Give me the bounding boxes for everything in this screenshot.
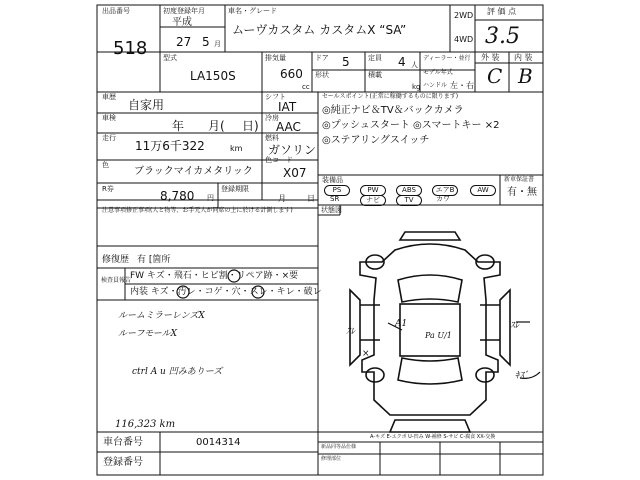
mileage: 11万6千322 — [135, 139, 205, 153]
reg-month-unit: 月 — [214, 40, 221, 48]
doors: 5 — [342, 55, 350, 69]
inspect-day: 日) — [242, 119, 259, 133]
fuel-label: 燃料 — [265, 134, 279, 142]
chassis-label: 車台番号 — [103, 437, 143, 448]
mark-x: × — [362, 349, 370, 359]
ext-label: 外 装 — [481, 53, 500, 62]
mark-kizu: ｷｽﾞ — [515, 371, 529, 381]
hand-note-mileage: 116,323 km — [115, 419, 176, 430]
mileage-unit: km — [230, 144, 243, 153]
check-row1: FW キズ・飛石・ヒビ割・リペア跡・×要 — [130, 271, 299, 281]
disp-label: 排気量 — [265, 54, 286, 62]
inspect-label: 車検 — [102, 114, 116, 122]
recycle-label: R券 — [102, 185, 114, 193]
int-grade: B — [518, 64, 533, 88]
seats-unit: 人 — [411, 61, 418, 69]
legend: A-キズ E-エクボ U-凹み W-補修 S-サビ C-腐食 XX-交換 — [370, 434, 496, 440]
bottom-small-1: 新品同等品仕様 — [321, 444, 357, 450]
repair-value: 有 [箇所 — [137, 255, 171, 265]
color-label: 色 — [102, 161, 109, 169]
mark-a1: A1 — [395, 319, 408, 329]
handle-label: ハンドル — [423, 82, 448, 89]
lot-number: 518 — [113, 38, 148, 59]
regnum-label: 登録番号 — [103, 457, 143, 468]
equip-pw: PW — [360, 185, 386, 196]
color-code-label: 色コード — [265, 156, 293, 164]
era: 平成 — [172, 17, 192, 28]
eval-label: 評 価 点 — [487, 7, 517, 16]
diagram-label: 状態図 — [321, 206, 342, 214]
load-label: 積載 — [368, 71, 382, 79]
shift-label: シフト — [265, 93, 286, 101]
bottom-small-2: 修理部位 — [321, 456, 342, 462]
int-label: 内 装 — [514, 53, 533, 62]
equip-ps: PS — [324, 185, 350, 196]
equip-tv: TV — [396, 195, 422, 206]
dealer-label: ディーラー・並行 — [423, 55, 471, 62]
inspect-month: 月( — [208, 119, 225, 133]
car-name: ムーヴカスタム カスタムX “SA” — [232, 23, 407, 37]
notes-label: 注意事項修正事項(人と物等、お手元人が同席の上に於ける計測します) — [102, 207, 293, 214]
mark-sure-left: ｽﾚ — [346, 327, 356, 337]
hand-note-3: ctrl A u 凹みありーズ — [132, 367, 223, 377]
lot-label: 出品番号 — [102, 7, 130, 15]
equip-abs: ABS — [396, 185, 422, 196]
model-label: 型式 — [163, 54, 177, 62]
equip-leather: カワ — [436, 195, 450, 203]
drive-4wd: 4WD — [454, 35, 474, 44]
handle-value: 左・右 — [450, 81, 474, 90]
equip-airbag: エアB — [432, 185, 458, 196]
model-code: LA150S — [190, 69, 236, 83]
equip-aw: AW — [470, 185, 496, 196]
recycle-unit: 円 — [207, 194, 214, 202]
points-label: セールスポイント(正常に稼働するものに限ります) — [322, 93, 459, 100]
ac: AAC — [276, 120, 301, 134]
new-warranty-value: 有・無 — [507, 187, 537, 198]
ac-label: 冷房 — [265, 114, 279, 122]
usage: 自家用 — [128, 98, 165, 112]
color-code: X07 — [283, 166, 307, 180]
load-unit: kg — [412, 83, 421, 91]
new-warranty-label: 新車保証書 — [504, 176, 535, 183]
hand-note-1: ルームミラーレンズX — [118, 311, 205, 321]
color-name: ブラックマイカメタリック — [134, 166, 253, 177]
recycle-fee: 8,780 — [160, 189, 195, 203]
seats: 4 — [398, 55, 406, 69]
chassis-number: 0014314 — [196, 437, 241, 448]
regdate-month: 月 — [278, 194, 286, 203]
displacement: 660 — [280, 67, 303, 81]
disp-unit: cc — [302, 83, 310, 91]
seats-label: 定員 — [368, 54, 382, 62]
mark-sure-right: ｽﾚ — [510, 321, 520, 331]
reg-year: 27 — [176, 35, 192, 49]
equip-sr: SR — [330, 195, 340, 203]
drive-2wd: 2WD — [454, 11, 474, 20]
hand-note-2: ルーフモールX — [118, 329, 178, 339]
repair-label: 修復歴 — [102, 255, 130, 265]
model-year-label: モデル年式 — [423, 69, 453, 76]
point-3: ◎ステアリングスイッチ — [322, 135, 430, 146]
shape-label: 形状 — [315, 71, 329, 79]
checker-label: 検査員報告 — [101, 277, 132, 284]
regdate-label: 登録期限 — [221, 185, 249, 193]
shift: IAT — [278, 100, 297, 114]
equip-navi: ナビ — [360, 195, 386, 206]
use-label: 車歴 — [102, 93, 116, 101]
mark-pau: Pa U/1 — [425, 331, 452, 340]
equip-label: 装備品 — [322, 176, 343, 184]
point-1: ◎純正ナビ＆TV＆バックカメラ — [322, 105, 464, 116]
eval-score: 3.5 — [485, 24, 520, 49]
inspect-year: 年 — [172, 119, 185, 133]
name-label: 車名・グレード — [228, 7, 277, 15]
doors-label: ドア — [315, 54, 329, 62]
fuel: ガソリン — [268, 143, 317, 157]
ext-grade: C — [487, 64, 503, 88]
first-reg-label: 初度登録年月 — [163, 7, 205, 15]
regdate-day: 日 — [307, 194, 315, 203]
point-2: ◎プッシュスタート ◎スマートキー ×2 — [322, 120, 500, 131]
reg-month: 5 — [202, 35, 210, 49]
check-row2: 内装 キズ・汚レ・コゲ・穴・スレ・キレ・破レ — [130, 287, 322, 297]
mileage-label: 走行 — [102, 134, 116, 142]
